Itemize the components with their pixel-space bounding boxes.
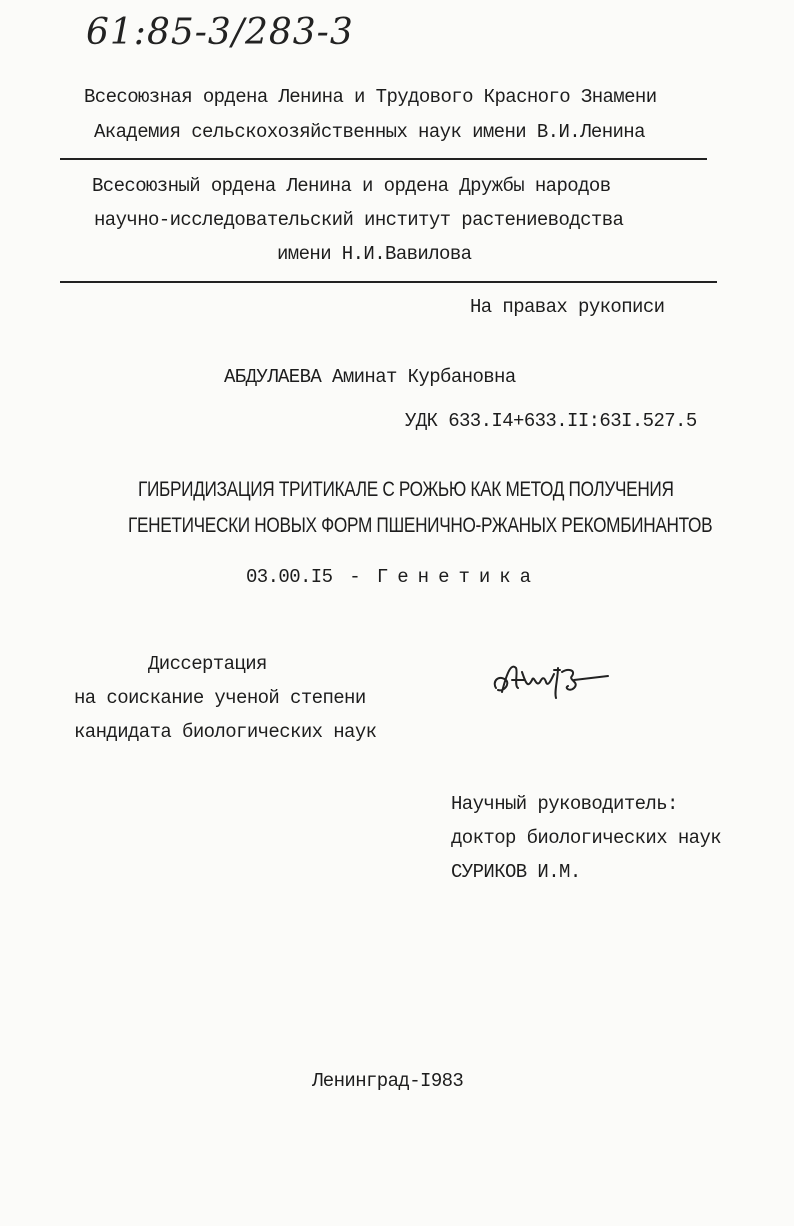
divider-1 (60, 158, 707, 160)
supervisor-degree: доктор биологических наук (451, 827, 722, 849)
manuscript-note: На правах рукописи (470, 296, 665, 318)
specialty (246, 566, 540, 588)
thesis-title-line-2: ГЕНЕТИЧЕСКИ НОВЫХ ФОРМ ПШЕНИЧНО-РЖАНЫХ РЕКОМБИНАНТОВ (128, 514, 713, 537)
specialty-name: Генетика (376, 566, 541, 588)
author-name: АБДУЛАЕВА Аминат Курбановна (224, 366, 516, 388)
degree-line-1: Диссертация (148, 653, 267, 675)
divider-2 (60, 281, 717, 283)
udc-code: УДК 633.I4+633.II:63I.527.5 (405, 410, 697, 432)
degree-line-2: на соискание ученой степени (74, 687, 366, 709)
supervisor-name: СУРИКОВ И.М. (451, 861, 581, 883)
institute-line-2: научно-исследовательский институт растениеводства (94, 209, 624, 231)
academy-line-1: Всесоюзная ордена Ленина и Трудового Красного Знамени (84, 86, 657, 108)
specialty-dash: - (349, 566, 361, 588)
institute-line-3: имени Н.И.Вавилова (277, 243, 472, 265)
degree-line-3: кандидата биологических наук (74, 721, 377, 743)
place-year: Ленинград-I983 (312, 1070, 464, 1092)
thesis-title-line-1: ГИБРИДИЗАЦИЯ ТРИТИКАЛЕ С РОЖЬЮ КАК МЕТОД ПОЛУЧЕНИЯ (138, 478, 674, 501)
handwritten-archive-code: 61:85-3/283-3 (86, 12, 354, 53)
academy-line-2: Академия сельскохозяйственных наук имени В.И.Ленина (94, 121, 645, 143)
specialty-code: 03.00.I5 (246, 566, 333, 588)
institute-line-1: Всесоюзный ордена Ленина и ордена Дружбы народов (92, 175, 611, 197)
supervisor-label: Научный руководитель: (451, 793, 678, 815)
author-signature (488, 658, 618, 711)
signature-drawing (488, 658, 618, 706)
